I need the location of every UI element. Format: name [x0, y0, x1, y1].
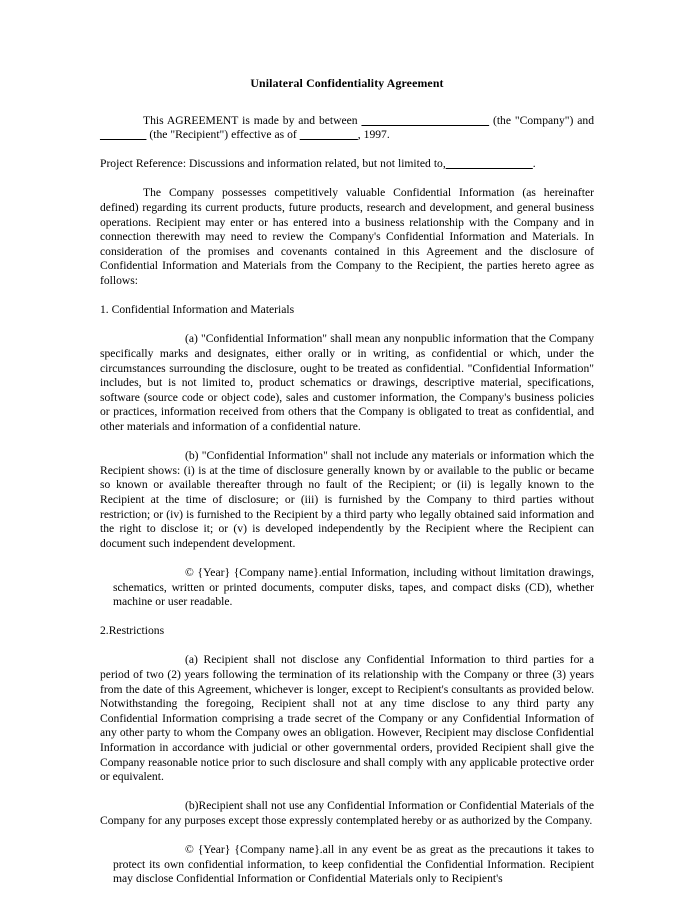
intro-year: , 1997. [357, 128, 390, 142]
project-reference-label: Project Reference: Discussions and information related, but not limited to, [100, 157, 446, 171]
section-2-merge-clause [100, 843, 594, 887]
section-1-merge-clause [100, 566, 594, 610]
section-2-clause-b: (b)Recipient shall not use any Confidential Information or Confidential Materials of the Company for any purposes except those expressly contemplated hereby or as authorized by the Company. [100, 799, 594, 827]
project-reference-blank: _______________ [445, 157, 533, 171]
page-title: Unilateral Confidentiality Agreement [250, 76, 444, 90]
recital-paragraph: The Company possesses competitively valuable Confidential Information (as hereinafter defined) regarding its current products, future products, research and development, and general business operations. Recipient may enter or has entered into a business relationship with the Company and in connection therewith may need to review the Company's Confidential Information and Materials. In consideration of the promises and covenants contained in this Agreement and the disclosure of Confidential Information and Materials from the Company to the Recipient, the parties hereto agree as follows: [100, 186, 594, 288]
intro-recipient-label: (the "Recipient") effective as of [146, 128, 300, 142]
section-2-heading: 2.Restrictions [100, 624, 165, 638]
company-name-blank: ______________________ [361, 113, 490, 127]
section-1-heading: 1. Confidential Information and Materials [100, 303, 295, 317]
document-body [100, 76, 594, 887]
section-1-merge-body: .ential Information, including without limitation drawings, schematics, written or printed documents, computer disks, tapes, and compact disks (CD), whether machine or user readable. [113, 565, 594, 609]
copyright-merge-field: © {Year} {Company name} [185, 565, 319, 579]
section-2-clause-a: (a) Recipient shall not disclose any Confidential Information to third parties for a period of two (2) years following the termination of its relationship with the Company or three (3) years from the date of this Agreement, whichever is longer, except to Recipient's consultants as provided below. Notwithstanding the foregoing, Recipient shall not at any time disclose to any third party any Confidential Information comprising a trade secret of the Company or any Confidential Information of any other party to whom the Company owes an obligation. However, Recipient may disclose Confidential Information in accordance with judicial or other governmental orders, provided Recipient shall give the Company reasonable notice prior to such disclosure and shall comply with any applicable protective order or equivalent. [100, 653, 594, 784]
intro-paragraph [100, 114, 594, 143]
section-2-merge-body: .all in any event be as great as the precautions it takes to protect its own confidential information, to keep confidential the Confidential Information. Recipient may disclose Confidential Information or Confidential Materials only to Recipient's [113, 843, 594, 886]
recipient-name-blank: ________ [100, 128, 147, 142]
project-reference-line: Project Reference: Discussions and information related, but not limited to,_______________. [100, 157, 536, 171]
copyright-merge-field: © {Year} {Company name} [185, 843, 320, 857]
intro-lead-text: This AGREEMENT is made by and between [143, 113, 362, 127]
section-1-clause-a: (a) "Confidential Information" shall mean any nonpublic information that the Company specifically marks and designates, either orally or in writing, as confidential or which, under the circumstances surrounding the disclosure, ought to be treated as confidential. "Confidential Information" includes, but is not limited to, product schematics or drawings, descriptive material, specifications, software (source code or object code), sales and customer information, the Company's business policies or practices, information received from others that the Company is obligated to treat as confidential, and other materials and information of a confidential nature. [100, 332, 594, 433]
intro-company-label: (the "Company") and [489, 113, 594, 127]
section-1-clause-b: (b) "Confidential Information" shall not include any materials or information which the Recipient shows: (i) is at the time of disclosure generally known by or available to the public or became so known or available thereafter through no fault of the Recipient; or (ii) is legally known to the Recipient at the time of disclosure; or (iii) is furnished by the Company to third parties without restriction; or (iv) is furnished to the Recipient by a third party who legally obtained said information and the right to disclose it; or (v) is developed independently by the Recipient where the Recipient can document such independent development. [100, 449, 594, 550]
effective-date-blank: __________ [299, 128, 358, 142]
